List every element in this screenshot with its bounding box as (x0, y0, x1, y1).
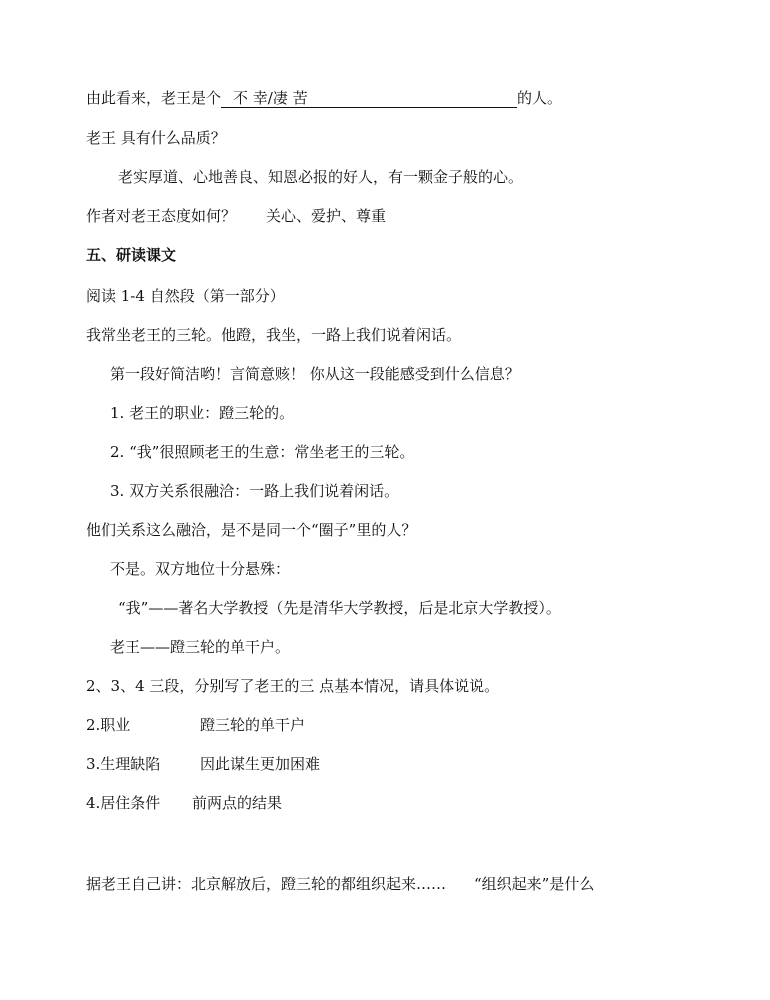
aspect-housing (86, 793, 282, 813)
organized-line (86, 874, 594, 894)
aspect-occupation-label: 2.职业 (86, 716, 131, 734)
aspect-disability-value: 因此谋生更加困难 (200, 755, 321, 773)
quality-answer: 老实厚道、心地善良、知恩必报的好人，有一颗金子般的心。 (118, 168, 524, 186)
quote-paragraph: 我常坐老王的三轮。他蹬，我坐，一路上我们说着闲话。 (86, 326, 462, 344)
aspect-occupation (86, 715, 305, 735)
attitude-line (86, 206, 386, 226)
attitude-answer: 关心、爱护、尊重 (266, 207, 387, 225)
aspect-housing-value: 前两点的结果 (192, 794, 283, 812)
answer-blank (221, 89, 517, 108)
attitude-question: 作者对老王态度如何？ (86, 207, 237, 225)
quality-question: 老王 具有什么品质？ (86, 129, 226, 147)
aspect-disability (86, 754, 320, 774)
organized-statement: 据老王自己讲：北京解放后，蹬三轮的都组织起来…… (86, 875, 447, 893)
list-item-1: 1. 老王的职业：蹬三轮的。 (110, 404, 295, 422)
aspect-housing-label: 4.居住条件 (86, 794, 161, 812)
list-item-2: 2. “我”很照顾老王的生意：常坐老王的三轮。 (110, 443, 415, 461)
aspect-disability-label: 3.生理缺陷 (86, 755, 161, 773)
three-aspects-question: 2、3、4 三段，分别写了老王的三 点基本情况，请具体说说。 (86, 677, 500, 695)
laowang-identity: 老王——蹬三轮的单干户。 (110, 638, 291, 656)
list-item-3: 3. 双方关系很融洽：一路上我们说着闲话。 (110, 482, 400, 500)
reading-instruction: 阅读 1-4 自然段（第一部分） (86, 287, 285, 305)
answer-blank-text: 不 幸/凄 苦 (233, 89, 308, 107)
paragraph-question: 第一段好简洁哟！言简意赅！ 你从这一段能感受到什么信息？ (110, 365, 520, 383)
circle-answer: 不是。双方地位十分悬殊： (110, 560, 291, 578)
author-identity: “我”——著名大学教授（先是清华大学教授，后是北京大学教授）。 (118, 599, 561, 617)
conclusion-line (86, 88, 562, 108)
conclusion-suffix: 的人。 (517, 89, 563, 107)
conclusion-prefix: 由此看来，老王是个 (86, 89, 222, 107)
section-heading: 五、研读课文 (86, 246, 177, 264)
aspect-occupation-value: 蹬三轮的单干户 (200, 716, 306, 734)
circle-question: 他们关系这么融洽，是不是同一个“圈子”里的人？ (86, 521, 417, 539)
organized-question: “组织起来”是什么 (474, 875, 595, 893)
